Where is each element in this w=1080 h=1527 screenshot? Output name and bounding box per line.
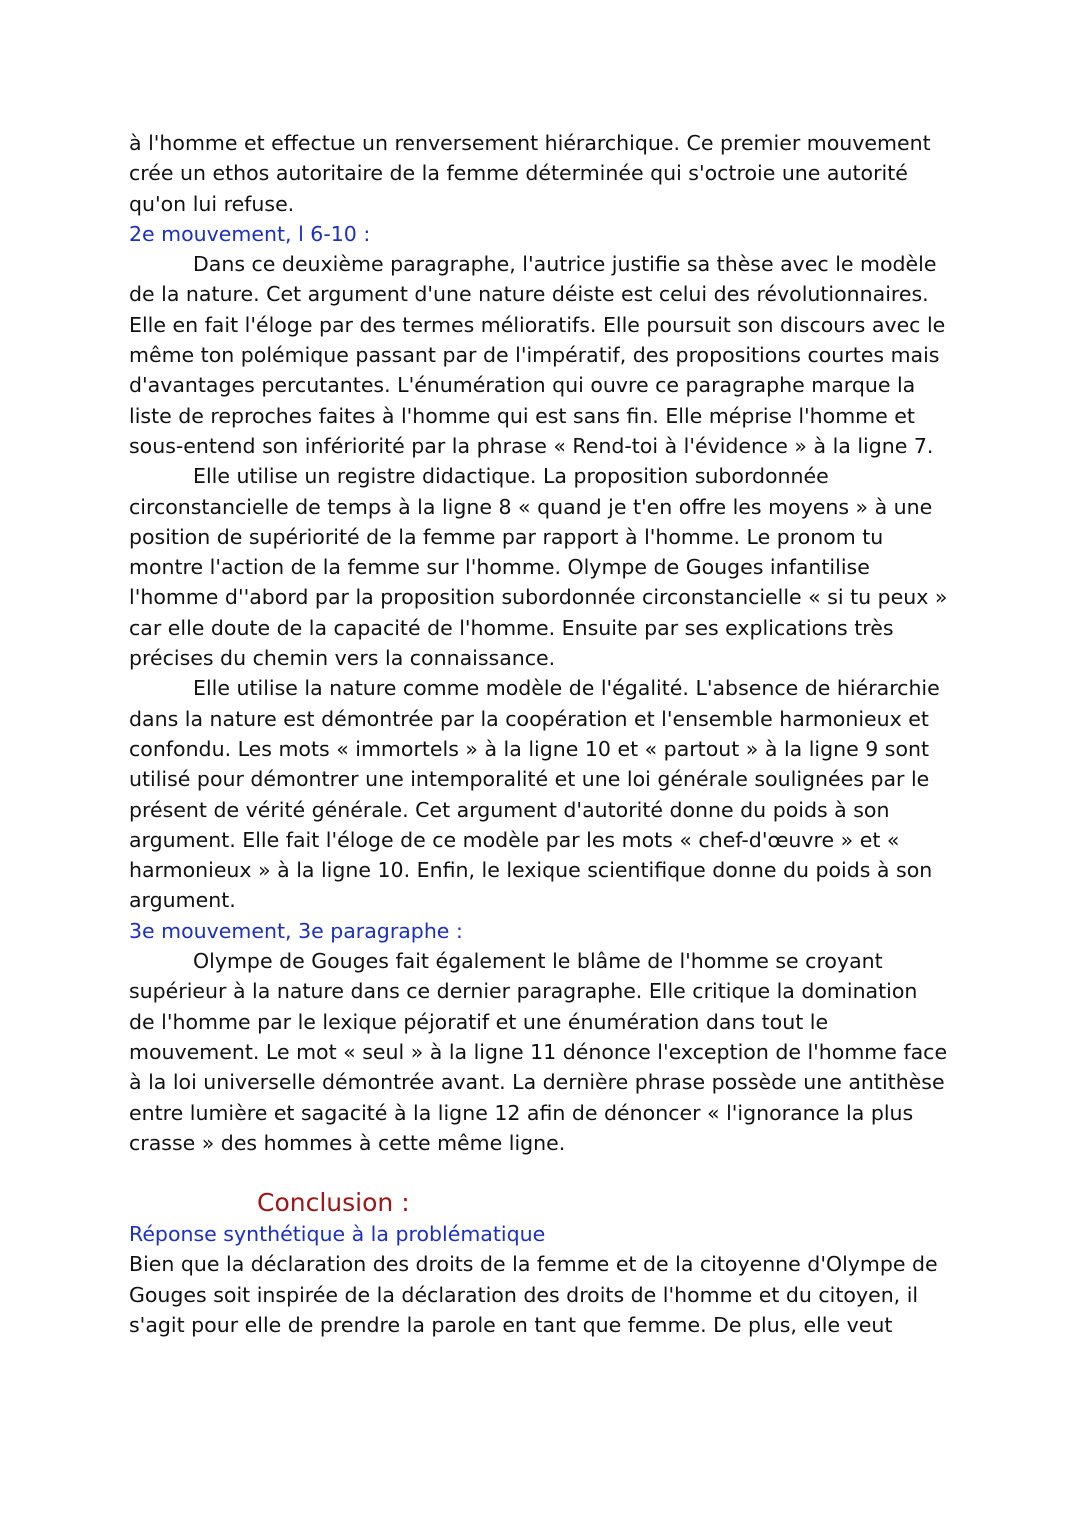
conclusion-title: Conclusion : xyxy=(257,1188,410,1218)
movement-3-paragraph-1: Olympe de Gouges fait également le blâme de l'homme se croyant supérieur à la nature dans ce dernier paragraphe. Elle critique la domination de l'homme par le lexique péjoratif et une énumération dans tout le mouvement. Le mot « seul » à la ligne 11 dénonce l'exception de l'homme face à la loi universelle démontrée avant. La dernière phrase possède une antithèse entre lumière et sagacité à la ligne 12 afin de dénoncer « l'ignorance la plus crasse » des hommes à cette même ligne. xyxy=(129,949,948,1155)
conclusion-subheading: Réponse synthétique à la problématique xyxy=(129,1222,546,1247)
conclusion-paragraph: Bien que la déclaration des droits de la femme et de la citoyenne d'Olympe de Gouges soit inspirée de la déclaration des droits de l'homme et du citoyen, il s'agit pour elle de prendre la parole en tant que femme. De plus, elle veut xyxy=(129,1252,938,1337)
document-page xyxy=(129,128,949,1340)
intro-paragraph: à l'homme et effectue un renversement hiérarchique. Ce premier mouvement crée un ethos autoritaire de la femme déterminée qui s'octroie une autorité qu'on lui refuse. xyxy=(129,131,931,216)
movement-2-heading: 2e mouvement, l 6-10 : xyxy=(129,221,371,246)
movement-3-heading: 3e mouvement, 3e paragraphe : xyxy=(129,918,463,943)
movement-2-paragraph-2: Elle utilise un registre didactique. La proposition subordonnée circonstancielle de temps à la ligne 8 « quand je t'en offre les moyens » à une position de supériorité de la femme par rapport à l'homme. Le pronom tu montre l'action de la femme sur l'homme. Olympe de Gouges infantilise l'homme d''abord par la proposition subordonnée circonstancielle « si tu peux » car elle doute de la capacité de l'homme. Ensuite par ses explications très précises du chemin vers la connaissance. xyxy=(129,464,948,671)
movement-2-paragraph-1: Dans ce deuxième paragraphe, l'autrice justifie sa thèse avec le modèle de la nature. Cet argument d'une nature déiste est celui des révolutionnaires. Elle en fait l'éloge par des termes mélioratifs. Elle poursuit son discours avec le même ton polémique passant par de l'impératif, des propositions courtes mais d'avantages percutantes. L'énumération qui ouvre ce paragraphe marque la liste de reproches faites à l'homme qui est sans fin. Elle méprise l'homme et sous-entend son infériorité par la phrase « Rend-toi à l'évidence » à la ligne 7. xyxy=(129,252,946,458)
movement-2-paragraph-3: Elle utilise la nature comme modèle de l'égalité. L'absence de hiérarchie dans la nature est démontrée par la coopération et l'ensemble harmonieux et confondu. Les mots « immortels » à la ligne 10 et « partout » à la ligne 9 sont utilisé pour démontrer une intemporalité et une loi générale soulignées par le présent de vérité générale. Cet argument d'autorité donne du poids à son argument. Elle fait l'éloge de ce modèle par les mots « chef-d'œuvre » et « harmonieux » à la ligne 10. Enfin, le lexique scientifique donne du poids à son argument. xyxy=(129,676,940,913)
